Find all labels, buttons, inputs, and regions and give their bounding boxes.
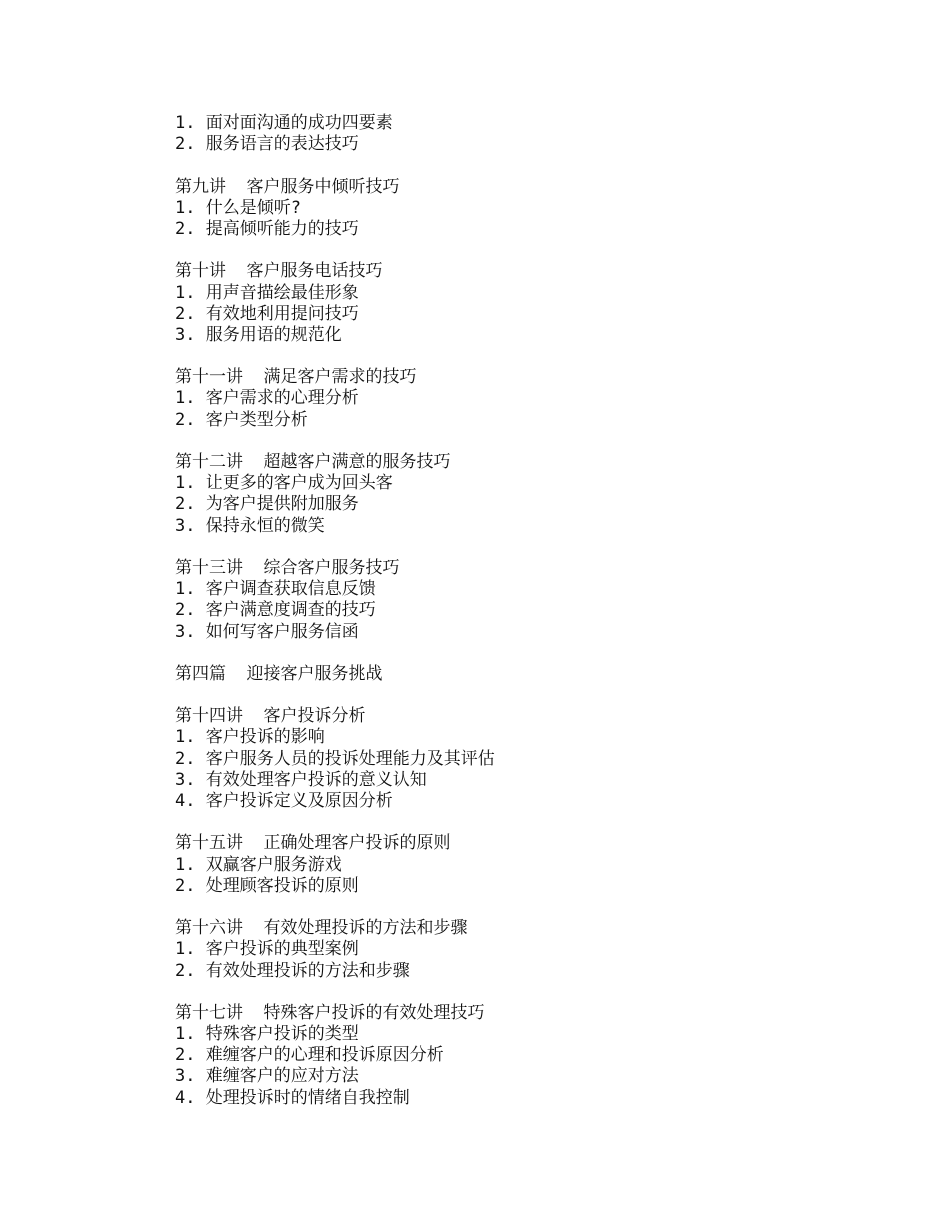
list-item: 2. 处理顾客投诉的原则 (175, 875, 359, 896)
blank-line (175, 240, 895, 261)
list-item: 3. 难缠客户的应对方法 (175, 1066, 359, 1087)
list-item: 1. 客户投诉的影响 (175, 727, 325, 748)
section-heading: 第十一讲 满足客户需求的技巧 (175, 367, 417, 388)
list-item: 1. 客户调查获取信息反馈 (175, 579, 376, 600)
list-item: 2. 为客户提供附加服务 (175, 494, 359, 515)
blank-line (175, 685, 895, 706)
blank-line (175, 812, 895, 833)
list-item: 1. 面对面沟通的成功四要素 (175, 113, 393, 133)
list-item: 2. 提高倾听能力的技巧 (175, 218, 359, 239)
list-item: 2. 有效地利用提问技巧 (175, 303, 359, 324)
list-item: 1. 客户需求的心理分析 (175, 388, 359, 409)
section-heading: 第十二讲 超越客户满意的服务技巧 (175, 452, 451, 472)
section-heading: 第十六讲 有效处理投诉的方法和步骤 (175, 918, 468, 939)
list-item: 2. 客户类型分析 (175, 409, 308, 430)
list-item: 4. 客户投诉定义及原因分析 (175, 791, 393, 811)
section-heading: 第九讲 客户服务中倾听技巧 (175, 176, 400, 197)
list-item: 1. 什么是倾听? (175, 197, 301, 218)
section-heading: 第十三讲 综合客户服务技巧 (175, 557, 400, 578)
blank-line (175, 982, 895, 1003)
section-heading: 第十四讲 客户投诉分析 (175, 706, 366, 727)
blank-line (175, 643, 895, 664)
list-item: 1. 客户投诉的典型案例 (175, 939, 359, 960)
list-item: 1. 让更多的客户成为回头客 (175, 473, 393, 494)
list-item: 1. 用声音描绘最佳形象 (175, 282, 359, 303)
blank-line (175, 537, 895, 558)
list-item: 2. 客户服务人员的投诉处理能力及其评估 (175, 748, 495, 769)
document-body (175, 113, 895, 1109)
list-item: 2. 服务语言的表达技巧 (175, 134, 359, 155)
list-item: 1. 双赢客户服务游戏 (175, 854, 342, 875)
blank-line (175, 897, 895, 918)
section-heading: 第十五讲 正确处理客户投诉的原则 (175, 833, 451, 854)
list-item: 2. 有效处理投诉的方法和步骤 (175, 960, 410, 981)
list-item: 2. 难缠客户的心理和投诉原因分析 (175, 1045, 444, 1066)
blank-line (175, 346, 895, 367)
list-item: 1. 特殊客户投诉的类型 (175, 1024, 359, 1045)
blank-line (175, 431, 895, 452)
section-heading: 第四篇 迎接客户服务挑战 (175, 663, 383, 684)
list-item: 4. 处理投诉时的情绪自我控制 (175, 1087, 410, 1108)
section-heading: 第十讲 客户服务电话技巧 (175, 261, 383, 282)
list-item: 2. 客户满意度调查的技巧 (175, 600, 376, 621)
list-item: 3. 服务用语的规范化 (175, 324, 342, 345)
list-item: 3. 如何写客户服务信函 (175, 621, 359, 642)
blank-line (175, 155, 895, 176)
list-item: 3. 有效处理客户投诉的意义认知 (175, 769, 427, 790)
section-heading: 第十七讲 特殊客户投诉的有效处理技巧 (175, 1002, 485, 1023)
list-item: 3. 保持永恒的微笑 (175, 515, 325, 536)
